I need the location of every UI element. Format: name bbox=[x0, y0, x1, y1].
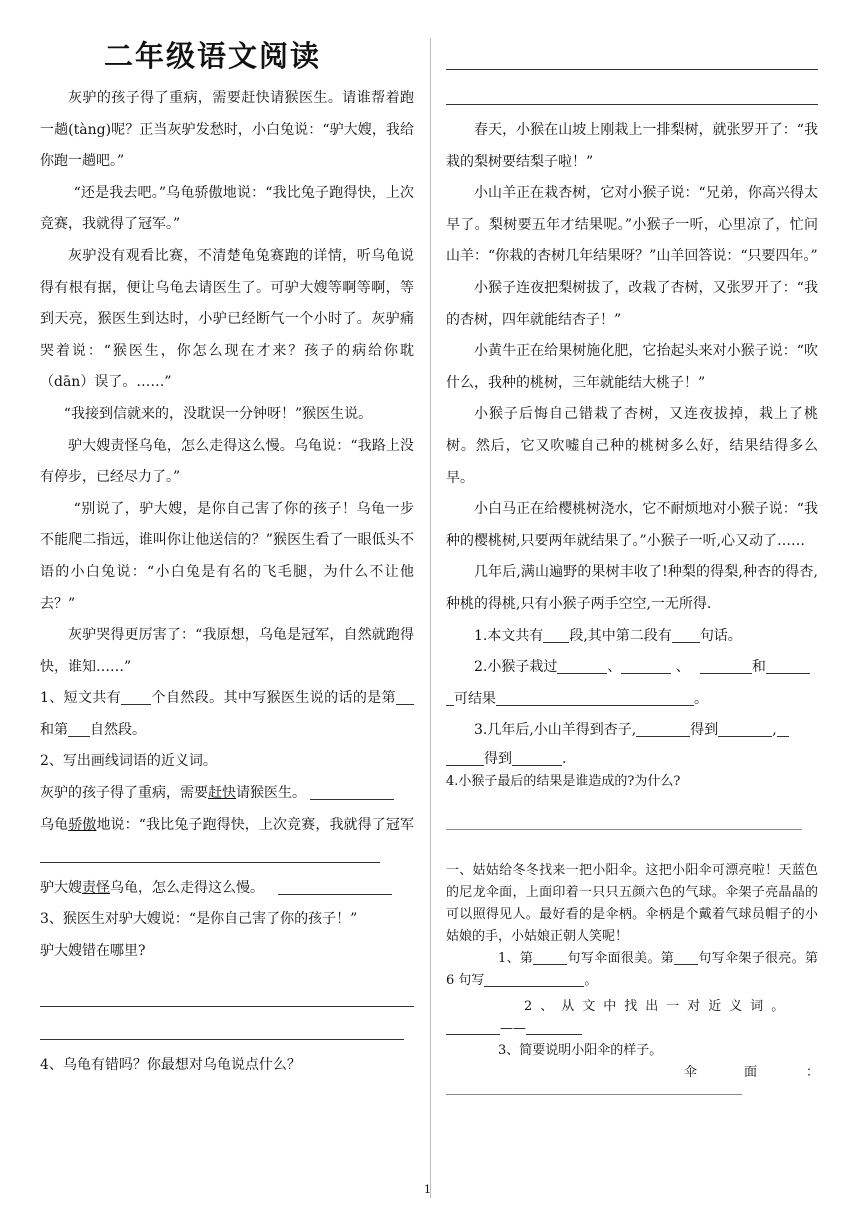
question-3: 3.几年后,小山羊得到杏子, 得到 , bbox=[446, 715, 818, 747]
right-column bbox=[446, 69, 818, 1095]
paragraph: 小猴子连夜把梨树拔了，改栽了杏树，又张罗开了：“我的杏树，四年就能结杏子！” bbox=[446, 279, 818, 328]
question-3: 3、猴医生对驴大嫂说：“是你自己害了你的孩子！” bbox=[40, 911, 358, 928]
passage-2-question-2-answer: —— bbox=[446, 1018, 818, 1040]
paragraph: 小猴子后悔自己错栽了杏树，又连夜拔掉，栽上了桃树。然后，它又吹嘘自己种的桃树多么好，结果结得多么早。 bbox=[446, 406, 818, 486]
paragraph: 小山羊正在栽杏树，它对小猴子说：“兄弟，你高兴得太早了。梨树要五年才结果呢。”小猴子一听，心里凉了，忙问山羊：“你栽的杏树几年结果呀？”山羊回答说：“只要四年。” bbox=[446, 185, 818, 265]
question-2-item: 灰驴的孩子得了重病，需要赶快请猴医生。 bbox=[40, 778, 414, 810]
answer-blank[interactable] bbox=[40, 848, 380, 863]
paragraph: “别说了，驴大嫂，是你自己害了你的孩子！乌龟一步不能爬二指远，谁叫你让他送信的？”猴医生看了一眼低头不语的小白兔说：“小白兔是有名的飞毛腿，为什么不让他去？” bbox=[40, 500, 414, 612]
question-2-label: 2、写出画线词语的近义词。 bbox=[40, 753, 217, 770]
answer-blank[interactable] bbox=[777, 722, 789, 737]
answer-line[interactable] bbox=[446, 1094, 742, 1095]
question-3-cont: 得到 . bbox=[446, 747, 818, 771]
paragraph: “还是我去吧。”乌龟骄傲地说：“我比兔子跑得快，上次竞赛，我就得了冠军。” bbox=[40, 184, 414, 233]
paragraph: 灰驴哭得更厉害了：“我原想，乌龟是冠军，自然就跑得快，谁知……” bbox=[40, 627, 414, 675]
answer-blank[interactable] bbox=[718, 722, 772, 737]
answer-blank[interactable] bbox=[512, 751, 562, 766]
page-number: 1 bbox=[424, 1183, 431, 1196]
answer-blank[interactable] bbox=[396, 690, 414, 705]
answer-blank[interactable] bbox=[121, 690, 151, 705]
paragraph: “我接到信就来的，没耽误一分钟呀！”猴医生说。 bbox=[63, 405, 373, 422]
answer-blank[interactable] bbox=[533, 950, 567, 965]
answer-blank[interactable] bbox=[672, 628, 700, 643]
column-divider bbox=[430, 38, 431, 1198]
underlined-word: 责怪 bbox=[82, 879, 110, 896]
paragraph: 小黄牛正在给果树施化肥，它抬起头来对小猴子说：“吹什么，我种的桃树，三年就能结大桃子！” bbox=[446, 343, 818, 391]
question-2-item: 乌龟骄傲地说：“我比兔子跑得快，上次竞赛，我就得了冠军 bbox=[40, 810, 414, 873]
answer-blank[interactable] bbox=[674, 950, 698, 965]
paragraph: 几年后,满山遍野的果树丰收了!种梨的得梨,种杏的得杏,种桃的得桃,只有小猴子两手空空,一无所得. bbox=[446, 564, 818, 612]
answer-blank[interactable] bbox=[446, 1020, 500, 1035]
answer-blank[interactable] bbox=[543, 628, 569, 643]
paragraph: 驴大嫂责怪乌龟，怎么走得这么慢。乌龟说：“我路上没有停步，已经尽力了。” bbox=[40, 437, 414, 486]
answer-blank[interactable] bbox=[766, 659, 810, 674]
answer-blank[interactable] bbox=[278, 880, 392, 895]
paragraph: 春天，小猴在山坡上刚栽上一排梨树，就张罗开了：“我栽的梨树要结梨子啦！” bbox=[446, 122, 818, 170]
underlined-word: 赶快 bbox=[208, 785, 236, 802]
question-1: 1.本文共有 段,其中第二段有 句话。 bbox=[474, 627, 742, 644]
question-2-cont: 可结果 。 bbox=[446, 684, 818, 716]
answer-blank[interactable] bbox=[68, 722, 90, 737]
passage-2-question-3-prompt: 伞 面 ： bbox=[684, 1064, 820, 1080]
passage-2-question-2: 2、从文中找出一对近义词。 bbox=[524, 998, 793, 1014]
answer-blank[interactable] bbox=[446, 751, 484, 766]
paragraph: 小白马正在给樱桃树浇水，它不耐烦地对小猴子说：“我种的樱桃树,只要两年就结果了。”小猴子一听,心又动了…… bbox=[446, 501, 818, 549]
answer-blank[interactable] bbox=[636, 722, 690, 737]
paragraph: 灰驴没有观看比赛，不清楚龟兔赛跑的详情，听乌龟说得有根有据，便让乌龟去请医生了。可驴大嫂等啊等啊，等到天亮，猴医生到达时，小驴已经断气一个小时了。灰驴痛哭着说：“猴医生，你怎么现在才来？孩子的病给你耽（dān）误了。……” bbox=[40, 247, 414, 391]
passage-2: 一、姑姑给冬冬找来一把小阳伞。这把小阳伞可漂亮啦！天蓝色的尼龙伞面，上面印着一只只五颜六色的气球。伞架子亮晶晶的可以照得见人。最好看的是伞柄。伞柄是个戴着气球员帽子的小姑娘的手，小姑娘正朝人笑呢！ bbox=[446, 862, 818, 944]
answer-blank[interactable] bbox=[557, 659, 607, 674]
underlined-word: 骄傲 bbox=[68, 816, 97, 833]
question-1: 1、短文共有 个自然段。其中写猴医生说的话的是第和第 自然段。 bbox=[40, 683, 414, 746]
answer-blank[interactable] bbox=[700, 659, 752, 674]
answer-blank[interactable] bbox=[526, 1020, 582, 1035]
passage-2-question-3: 3、简要说明小阳伞的样子。 bbox=[498, 1042, 663, 1058]
question-2-item: 驴大嫂责怪乌龟，怎么走得这么慢。 bbox=[40, 873, 414, 905]
answer-blank[interactable] bbox=[446, 691, 454, 706]
question-2: 2.小猴子栽过 、 、 和 bbox=[446, 652, 818, 684]
page-title: 二年级语文阅读 bbox=[104, 39, 322, 73]
left-column bbox=[40, 83, 414, 1081]
answer-blank[interactable] bbox=[621, 659, 671, 674]
paragraph: 灰驴的孩子得了重病，需要赶快请猴医生。请谁帮着跑一趟(tàng)呢？正当灰驴发愁时，小白兔说：“驴大嫂，我给你跑一趟吧。” bbox=[40, 90, 414, 170]
question-4: 4.小猴子最后的结果是谁造成的?为什么? bbox=[446, 773, 681, 789]
question-3: 驴大嫂错在哪里? bbox=[40, 943, 146, 960]
answer-blank[interactable] bbox=[484, 972, 584, 987]
answer-blank[interactable] bbox=[310, 785, 394, 800]
passage-2-question-1: 1、第 句写伞面很美。第 句写伞架子很亮。第 6 句写 。 bbox=[446, 950, 818, 988]
question-4: 4、乌龟有错吗？你最想对乌龟说点什么？ bbox=[40, 1056, 301, 1073]
answer-blank[interactable] bbox=[496, 691, 694, 706]
